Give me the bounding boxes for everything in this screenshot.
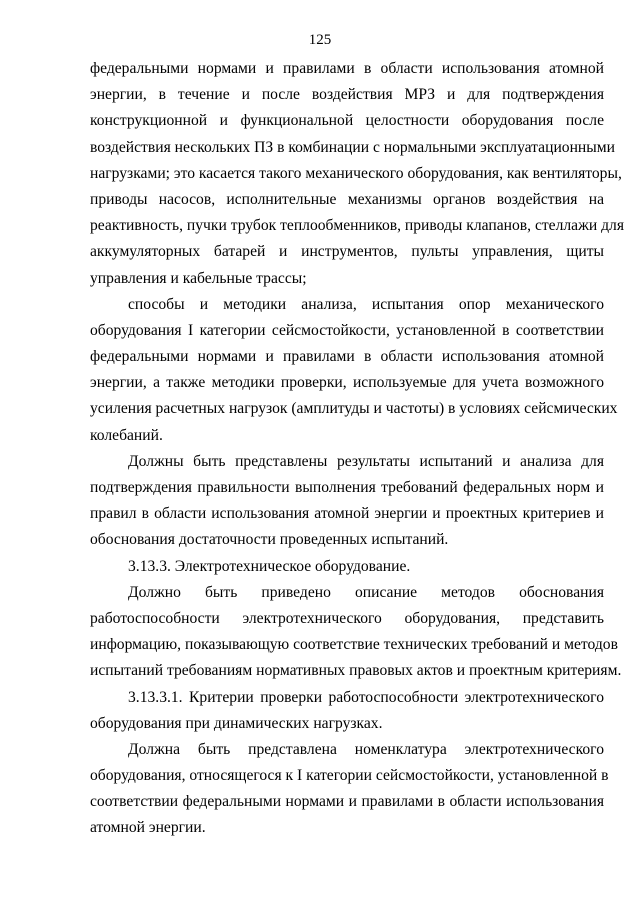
text-line: подтверждения правильности выполнения требований федеральных норм и	[90, 479, 604, 496]
paragraph-section-3-13-3	[90, 554, 604, 580]
text-line: реактивность, пучки трубок теплообменников, приводы клапанов, стеллажи для	[90, 217, 624, 235]
text-line: воздействия нескольких ПЗ в комбинации с нормальными эксплуатационными	[90, 138, 615, 156]
paragraph-description	[90, 580, 622, 685]
text-line: Должна быть представлена номенклатура электротехнического	[128, 740, 604, 758]
paragraph-methods	[90, 292, 618, 449]
text-line: атомной энергии.	[90, 819, 206, 837]
text-line: оборудования при динамических нагрузках.	[90, 714, 383, 732]
paragraph-results	[90, 449, 604, 554]
text-line: колебаний.	[90, 426, 163, 444]
text-line: испытаний требованиям нормативных правовых актов и проектным критериям.	[90, 662, 622, 680]
paragraph-continuation	[90, 56, 624, 292]
text-line: обоснования достаточности проведенных испытаний.	[90, 531, 449, 549]
page-number: 125	[308, 32, 332, 48]
text-line: работоспособности электротехнического оборудования, представить	[90, 609, 604, 627]
text-line: конструкционной и функциональной целостности оборудования после	[90, 112, 604, 130]
text-line: усиления расчетных нагрузок (амплитуды и частоты) в условиях сейсмических	[90, 400, 618, 418]
text-line: информацию, показывающую соответствие технических требований и методов	[90, 636, 618, 654]
body-text	[90, 56, 624, 842]
paragraph-section-3-13-3-1	[90, 685, 604, 737]
text-line: правил в области использования атомной энергии и проектных критериев и	[90, 505, 604, 523]
text-line: 3.13.3. Электротехническое оборудование.	[128, 557, 411, 575]
text-line: способы и методики анализа, испытания опор механического	[128, 295, 604, 313]
text-line: соответствии федеральными нормами и правилами в области использования	[90, 793, 604, 811]
text-line: нагрузками; это касается такого механического оборудования, как вентиляторы,	[90, 164, 622, 182]
text-line: оборудования, относящегося к I категории сейсмостойкости, установленной в	[90, 767, 609, 785]
text-line: аккумуляторных батарей и инструментов, пульты управления, щиты	[90, 243, 604, 261]
text-line: Должны быть представлены результаты испытаний и анализа для	[128, 452, 604, 470]
text-line: приводы насосов, исполнительные механизмы органов воздействия на	[90, 190, 604, 208]
text-line: энергии, а также методики проверки, используемые для учета возможного	[90, 374, 604, 392]
text-line: 3.13.3.1. Критерии проверки работоспособности электротехнического	[128, 688, 604, 706]
text-line: Должно быть приведено описание методов обоснования	[128, 583, 604, 601]
text-line: федеральными нормами и правилами в области использования атомной	[90, 348, 604, 366]
text-line: энергии, в течение и после воздействия МРЗ и для подтверждения	[90, 86, 604, 104]
paragraph-nomenclature	[90, 737, 609, 842]
text-line: федеральными нормами и правилами в области использования атомной	[90, 60, 604, 77]
text-line: управления и кабельные трассы;	[90, 269, 307, 287]
text-line: оборудования I категории сейсмостойкости, установленной в соответствии	[90, 321, 604, 339]
